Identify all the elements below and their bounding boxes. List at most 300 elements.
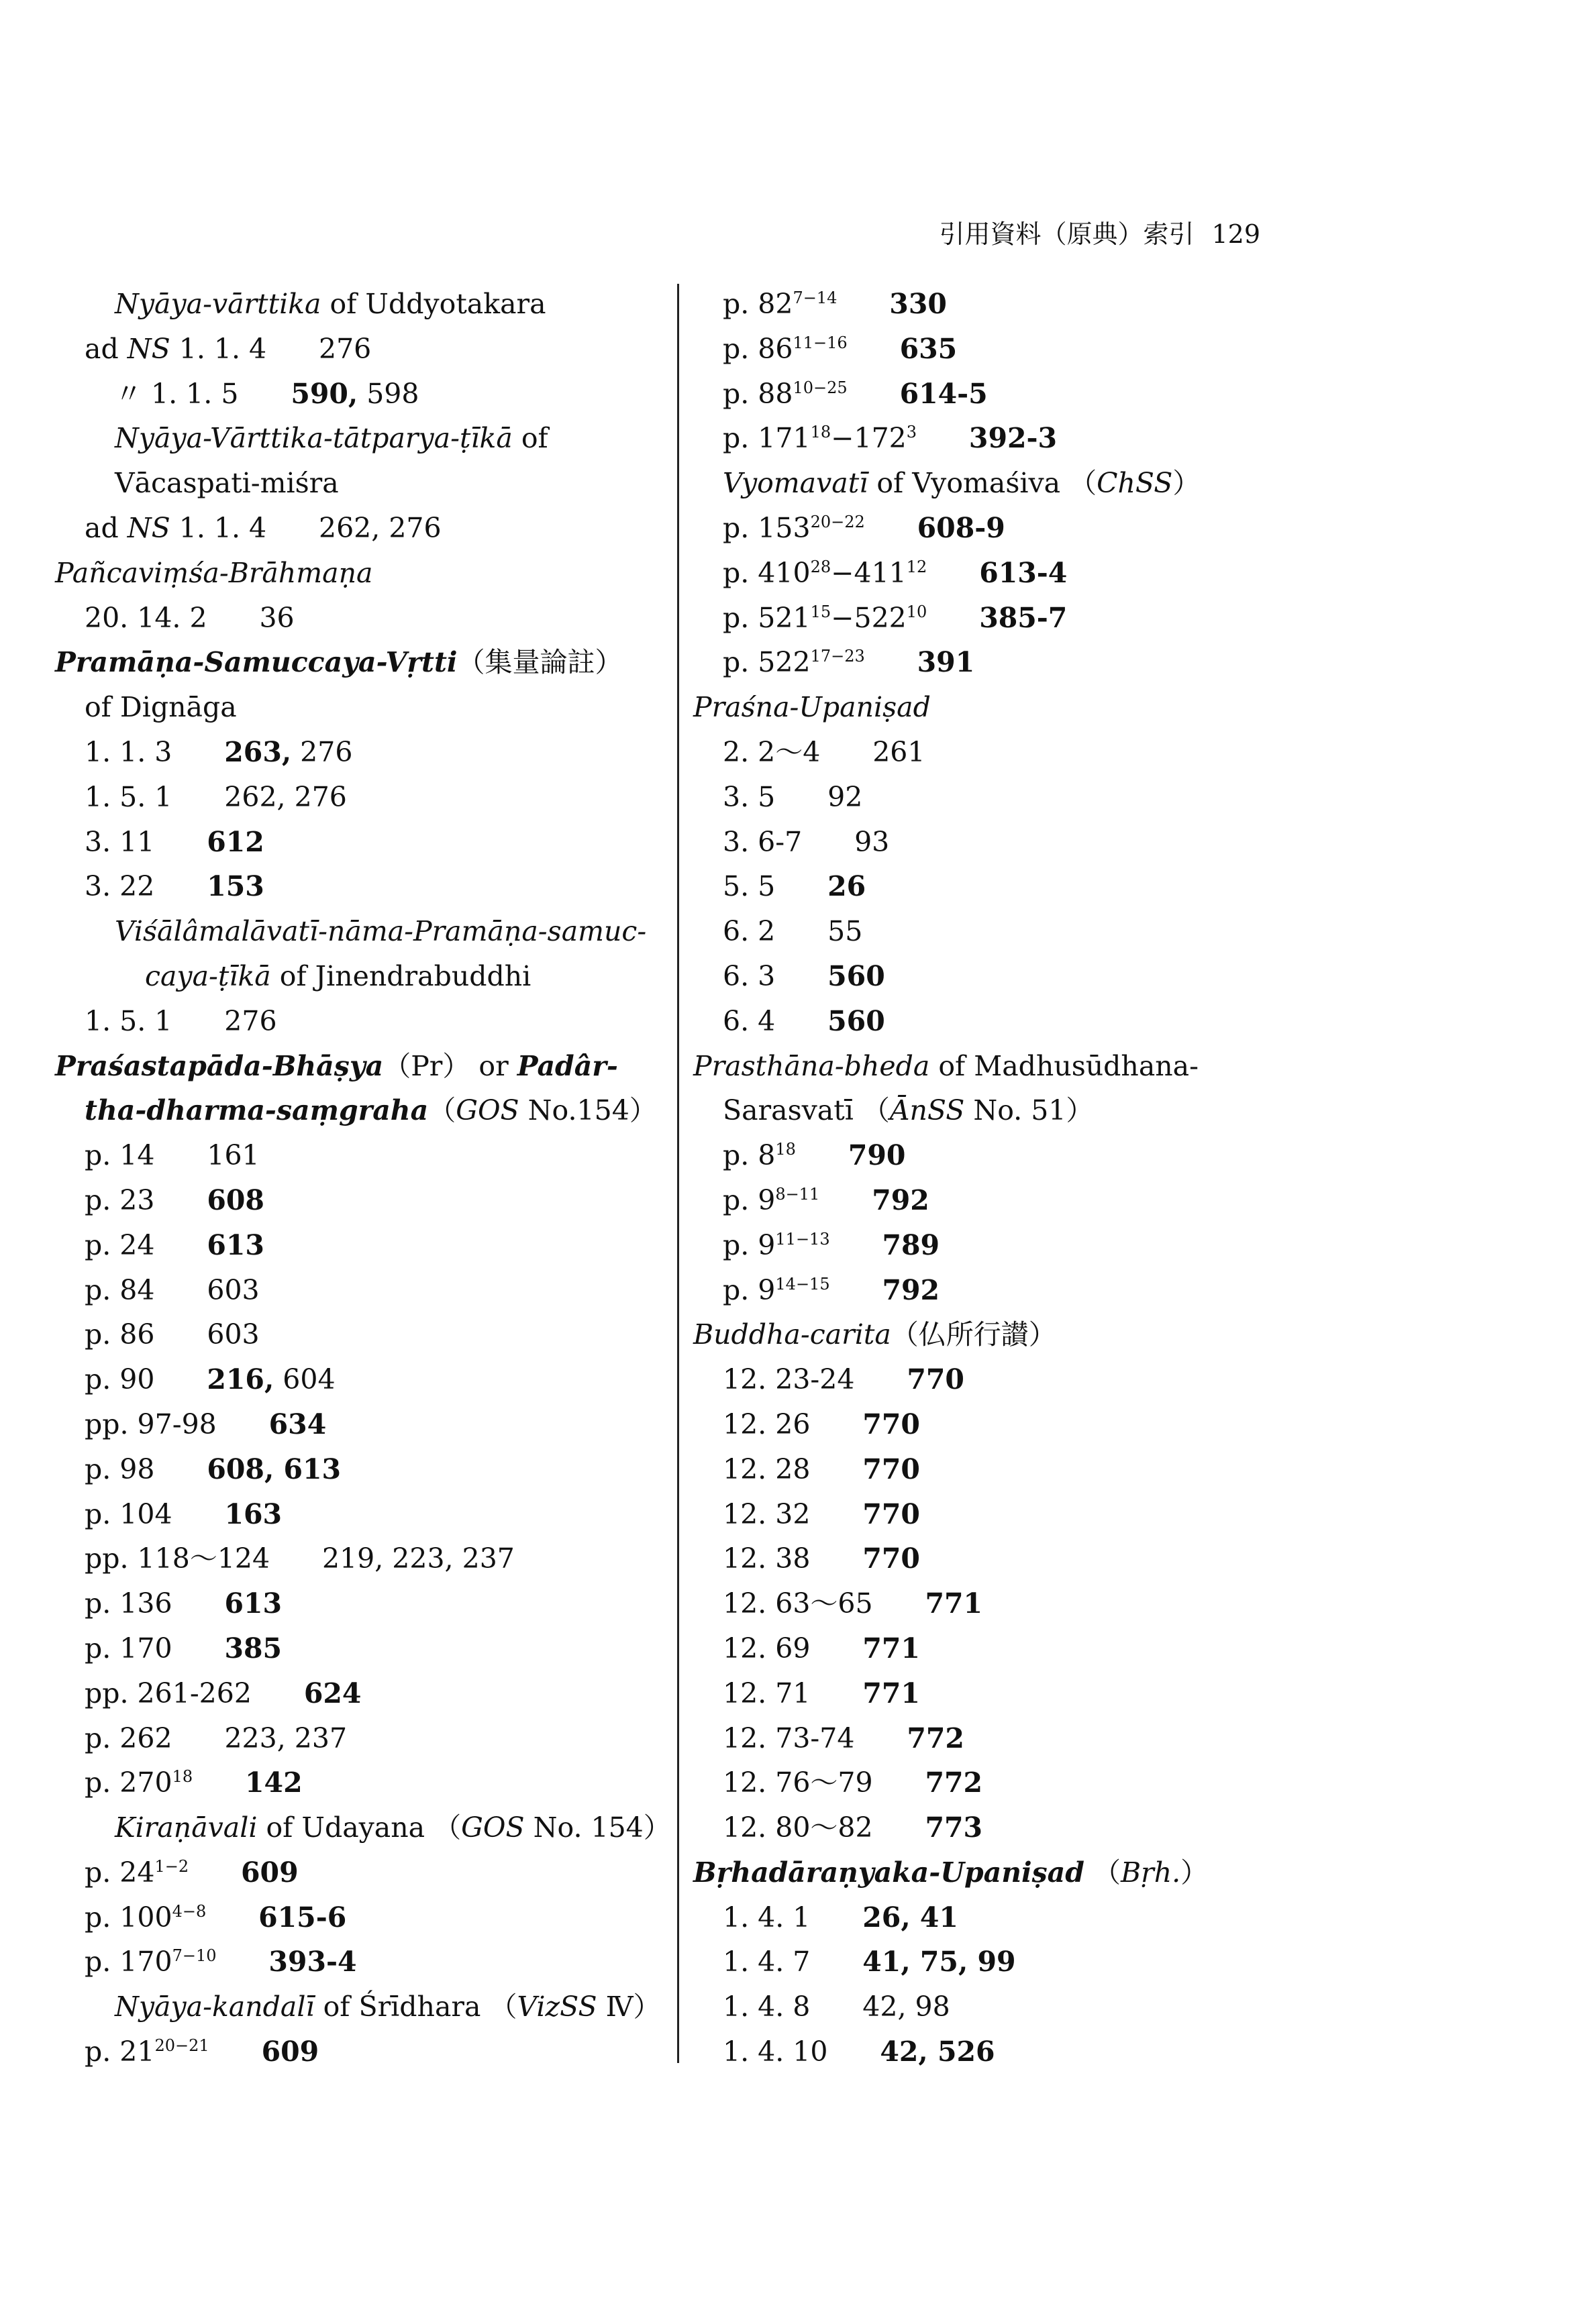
page-number-ref: 161: [207, 1139, 260, 1172]
index-heading: [55, 461, 666, 506]
entry-reference: [723, 1094, 1093, 1126]
page-references: [207, 826, 264, 858]
entry-reference: [85, 1229, 154, 1261]
reference-text: 12. 26: [723, 1408, 811, 1440]
page-number-ref: 613: [224, 1587, 283, 1620]
reference-text: Nyāya-kandalī: [115, 1991, 315, 2023]
reference-text: GOS: [456, 1094, 519, 1127]
entry-reference: [723, 1363, 854, 1395]
page-number-ref: 330: [889, 288, 947, 320]
page-number-ref: 385: [224, 1632, 283, 1665]
reference-text: 1. 5. 1: [85, 1004, 172, 1037]
page-references: [827, 1005, 885, 1037]
entry-reference: [723, 2036, 827, 2068]
reference-text: of: [512, 422, 548, 455]
index-heading: [55, 1088, 666, 1133]
entry-reference: [85, 602, 207, 634]
index-entry: [55, 775, 666, 820]
reference-text: 12. 76〜79: [723, 1766, 873, 1799]
index-heading: [55, 954, 666, 999]
page-number-ref: 624: [303, 1677, 362, 1709]
index-entry: [693, 282, 1297, 327]
reference-text: of Udayana （: [257, 1811, 462, 1844]
line-range-superscript: 28: [810, 557, 831, 576]
entry-reference: [85, 1946, 217, 1978]
reference-text: pp. 118〜124: [85, 1542, 270, 1575]
entry-reference: [85, 1632, 172, 1665]
entry-reference: [55, 557, 372, 589]
index-entry: [693, 2029, 1297, 2074]
reference-text: 1. 5. 1: [85, 780, 172, 813]
reference-text: of Śrīdhara （: [314, 1991, 517, 2023]
reference-text: ChSS: [1097, 467, 1173, 500]
entry-reference: [723, 1722, 854, 1754]
reference-text: 3. 22: [85, 870, 155, 903]
reference-text: −411: [831, 556, 907, 589]
page-references: [207, 1318, 259, 1351]
reference-text: Ⅳ）: [597, 1991, 661, 2023]
reference-text: pp. 261-262: [85, 1677, 252, 1709]
entry-reference: [723, 1005, 775, 1037]
entry-reference: [85, 1318, 154, 1351]
page-references: [925, 1766, 982, 1799]
entry-reference: [55, 646, 623, 678]
page-number-ref: 262, 276: [224, 780, 347, 813]
line-range-superscript: 17−23: [810, 647, 865, 666]
entry-reference: [115, 1991, 661, 2023]
reference-text: Prasthāna-bheda: [693, 1049, 930, 1082]
entry-reference: [723, 826, 802, 858]
page-references: [827, 960, 885, 992]
running-header: [939, 213, 1260, 250]
index-heading: [693, 685, 1297, 730]
entry-reference: [85, 736, 172, 768]
index-entry: [693, 1492, 1297, 1537]
reference-text: Bṛhadāraṇyaka-Upaniṣad: [693, 1856, 1084, 1889]
page-references: [925, 1811, 982, 1844]
page-references: [319, 333, 371, 365]
page-number-ref: 614-5: [899, 377, 988, 410]
index-entry: [693, 1357, 1297, 1402]
index-entry: [55, 999, 666, 1044]
index-heading: [693, 461, 1297, 506]
reference-text: Vyomavatī: [723, 467, 868, 500]
page-references: [207, 1453, 341, 1485]
page-references: [872, 736, 925, 768]
page-number-ref: 276: [291, 735, 353, 768]
entry-reference: [723, 602, 927, 634]
reference-text: （: [1084, 1856, 1121, 1889]
entry-reference: [55, 1050, 618, 1082]
index-entry: [55, 864, 666, 909]
page-number-ref: 142: [245, 1766, 303, 1799]
reference-text: （Pr） or: [383, 1049, 517, 1082]
line-range-superscript: 14−15: [775, 1274, 830, 1293]
index-entry: [693, 820, 1297, 865]
index-column-right: [693, 282, 1297, 2074]
entry-reference: [115, 1811, 671, 1844]
line-range-superscript: 7−10: [172, 1946, 217, 1966]
page-references: [207, 1363, 335, 1395]
page-references: [862, 1498, 920, 1530]
page-number-ref: 771: [862, 1632, 920, 1665]
entry-reference: [85, 1722, 172, 1754]
reference-text: ）: [1172, 467, 1201, 500]
page-references: [907, 1722, 964, 1754]
page-references: [862, 1991, 950, 2023]
page-number-ref: 590,: [291, 377, 358, 410]
page-references: [969, 422, 1057, 454]
reference-text: p. 88: [723, 377, 793, 410]
index-entry: [55, 730, 666, 775]
entry-reference: [85, 512, 266, 544]
index-entry: [55, 1268, 666, 1313]
entry-reference: [723, 1632, 810, 1665]
entry-reference: [693, 691, 931, 723]
header-title: 引用資料（原典）索引: [939, 219, 1195, 249]
page-references: [207, 1229, 264, 1261]
line-range-superscript: 10: [906, 602, 927, 621]
entry-reference: [723, 1184, 819, 1216]
page-number-ref: 276: [224, 1004, 277, 1037]
entry-reference: [723, 467, 1200, 499]
reference-text: −522: [831, 601, 907, 634]
reference-text: p. 100: [85, 1901, 172, 1934]
page-references: [207, 1139, 259, 1171]
line-range-superscript: 12: [906, 557, 927, 576]
page-number-ref: 771: [862, 1677, 920, 1709]
reference-text: 5. 5: [723, 870, 776, 903]
page-number-ref: 276: [319, 332, 372, 365]
entry-reference: [723, 1587, 873, 1620]
index-entry: [55, 820, 666, 865]
entry-reference: [723, 1946, 810, 1978]
reference-text: −172: [831, 422, 907, 455]
reference-text: p. 9: [723, 1228, 776, 1261]
page-references: [224, 736, 352, 768]
reference-text: Bṛh.: [1120, 1856, 1181, 1889]
page-number-ref: 609: [241, 1856, 299, 1889]
page-number-ref: 392-3: [968, 422, 1058, 455]
entry-reference: [85, 1587, 172, 1620]
reference-text: Buddha-carita: [693, 1318, 891, 1351]
index-heading: [693, 1044, 1297, 1089]
reference-text: p. 410: [723, 556, 811, 589]
page-number-ref: 263,: [224, 735, 292, 768]
reference-text: p. 104: [85, 1497, 172, 1530]
page-number-ref: 792: [882, 1273, 940, 1306]
entry-reference: [85, 1363, 154, 1395]
page-number-ref: 608: [207, 1183, 264, 1216]
page-references: [862, 1632, 920, 1665]
reference-text: p. 153: [723, 511, 811, 544]
entry-reference: [723, 1274, 830, 1306]
index-entry: [55, 1671, 666, 1716]
page-references: [917, 646, 975, 678]
reference-text: ad: [85, 332, 128, 365]
page-references: [207, 1184, 264, 1216]
entry-reference: [723, 1766, 873, 1799]
reference-text: p. 171: [723, 422, 811, 455]
reference-text: Sarasvatī （: [723, 1094, 890, 1127]
index-entry: [693, 1178, 1297, 1223]
page-number-ref: 770: [862, 1542, 920, 1575]
entry-reference: [85, 1274, 154, 1306]
entry-reference: [723, 422, 917, 454]
index-heading: [693, 1088, 1297, 1133]
entry-reference: [115, 422, 548, 454]
page-number-ref: 153: [207, 870, 264, 903]
entry-reference: [693, 1318, 1056, 1351]
entry-reference: [85, 1453, 154, 1485]
reference-text: Nyāya-vārttika: [115, 288, 321, 320]
line-range-superscript: 18: [775, 1140, 796, 1159]
index-entry: [693, 372, 1297, 417]
index-heading: [693, 1850, 1297, 1895]
index-entry: [693, 1581, 1297, 1626]
page-references: [827, 781, 862, 813]
index-entry: [55, 1850, 666, 1895]
entry-reference: [723, 736, 820, 768]
page-references: [291, 378, 419, 410]
page-references: [258, 1901, 346, 1934]
index-heading: [55, 416, 666, 461]
reference-text: 2. 2〜4: [723, 735, 821, 768]
reference-text: 3. 6-7: [723, 825, 803, 858]
index-entry: [55, 372, 666, 417]
index-entry: [693, 1805, 1297, 1850]
page-references: [224, 1722, 347, 1754]
index-entry: [693, 640, 1297, 685]
reference-text: Viśālâmalāvatī-nāma-Pramāṇa-samuc-: [115, 915, 647, 948]
reference-text: of Uddyotakara: [321, 288, 546, 320]
index-entry: [55, 506, 666, 551]
reference-text: Kiraṇāvali: [115, 1811, 258, 1844]
entry-reference: [723, 870, 775, 902]
reference-text: p. 24: [85, 1856, 155, 1889]
index-column-left: [55, 282, 671, 2074]
page-references: [241, 1856, 299, 1889]
reference-text: 3. 11: [85, 825, 155, 858]
page-references: [882, 1274, 940, 1306]
page-number-ref: 609: [261, 2036, 319, 2068]
page-number-ref: 608, 613: [207, 1452, 342, 1485]
index-entry: [693, 730, 1297, 775]
page-number-ref: 92: [827, 780, 863, 813]
index-entry: [693, 1940, 1297, 1985]
index-entry: [693, 327, 1297, 372]
page-number-ref: 163: [224, 1497, 283, 1530]
index-heading: [55, 551, 666, 596]
entry-reference: [85, 1901, 206, 1934]
reference-text: 20. 14. 2: [85, 601, 207, 634]
page-number: 129: [1211, 219, 1260, 249]
page-number-ref: 604: [274, 1363, 336, 1396]
index-entry: [55, 1223, 666, 1268]
page-references: [304, 1677, 362, 1709]
reference-text: （仏所行讃）: [891, 1318, 1056, 1351]
entry-reference: [723, 1991, 810, 2023]
entry-reference: [85, 1677, 252, 1709]
page-references: [224, 1587, 282, 1620]
page-references: [854, 826, 889, 858]
index-entry: [55, 1312, 666, 1357]
reference-text: p. 23: [85, 1183, 155, 1216]
page-number-ref: 42, 98: [862, 1991, 950, 2023]
reference-text: Pañcaviṃśa-Brāhmaṇa: [55, 556, 373, 589]
reference-text: 6. 3: [723, 959, 776, 992]
line-range-superscript: 18: [172, 1767, 193, 1787]
entry-reference: [85, 2036, 209, 2068]
reference-text: （集量論註）: [457, 646, 623, 679]
page-references: [907, 1363, 964, 1395]
page-number-ref: 385-7: [979, 601, 1068, 634]
index-entry: [693, 1760, 1297, 1805]
index-entry: [693, 999, 1297, 1044]
entry-reference: [85, 333, 266, 365]
reference-text: p. 84: [85, 1273, 155, 1306]
reference-text: 3. 5: [723, 780, 776, 813]
reference-text: GOS: [461, 1811, 525, 1844]
reference-text: Nyāya-Vārttika-tātparya-ṭīkā: [115, 422, 513, 455]
entry-reference: [85, 1856, 189, 1889]
entry-reference: [723, 512, 865, 544]
reference-text: Praśna-Upaniṣad: [693, 691, 931, 724]
page-number-ref: 26: [827, 870, 866, 903]
reference-text: p. 262: [85, 1722, 172, 1754]
page-references: [900, 333, 958, 365]
entry-reference: [723, 1408, 810, 1440]
reference-text: p. 270: [85, 1766, 172, 1799]
entry-reference: [115, 378, 238, 410]
page-references: [224, 1632, 282, 1665]
index-entry: [55, 1178, 666, 1223]
index-entry: [55, 596, 666, 641]
page-number-ref: 391: [917, 646, 975, 679]
index-entry: [55, 1895, 666, 1940]
page-number-ref: 603: [207, 1273, 260, 1306]
page-number-ref: 613-4: [979, 556, 1068, 589]
entry-reference: [723, 960, 775, 992]
index-heading: [693, 1312, 1297, 1357]
entry-reference: [85, 870, 154, 902]
reference-text: NS: [127, 511, 170, 544]
reference-text: 12. 73-74: [723, 1722, 855, 1754]
page-references: [262, 2036, 319, 2068]
page-references: [224, 781, 347, 813]
page-number-ref: 219, 223, 237: [321, 1542, 515, 1575]
page-references: [827, 870, 866, 902]
index-heading: [55, 640, 666, 685]
reference-text: No. 51）: [964, 1094, 1094, 1127]
page-references: [872, 1184, 929, 1216]
page-number-ref: 612: [207, 825, 264, 858]
page-number-ref: 771: [925, 1587, 983, 1620]
reference-text: p. 9: [723, 1183, 776, 1216]
entry-reference: [693, 1856, 1208, 1889]
entry-reference: [115, 467, 339, 499]
reference-text: p. 522: [723, 646, 811, 679]
reference-text: VizSS: [517, 1991, 597, 2023]
entry-reference: [723, 333, 848, 365]
page-number-ref: 223, 237: [224, 1722, 348, 1754]
entry-reference: [145, 960, 531, 992]
page-references: [889, 288, 947, 320]
reference-text: p. 24: [85, 1228, 155, 1261]
page-references: [862, 1453, 920, 1485]
reference-text: 1. 1. 4: [170, 511, 267, 544]
reference-text: p. 170: [85, 1946, 172, 1978]
index-entry: [693, 954, 1297, 999]
page-number-ref: 36: [259, 601, 295, 634]
reference-text: 1. 1. 4: [170, 332, 267, 365]
index-entry: [693, 1626, 1297, 1671]
page-references: [319, 512, 442, 544]
reference-text: NS: [127, 332, 170, 365]
page-number-ref: 634: [268, 1408, 327, 1440]
index-entry: [55, 1760, 666, 1805]
entry-reference: [723, 1677, 810, 1709]
index-entry: [55, 1447, 666, 1492]
page-references: [917, 512, 1005, 544]
reference-text: 6. 2: [723, 915, 776, 948]
entry-reference: [85, 1139, 154, 1171]
line-range-superscript: 1−2: [154, 1856, 189, 1876]
entry-reference: [723, 915, 775, 947]
page-number-ref: 560: [827, 1004, 885, 1037]
reference-text: pp. 97-98: [85, 1408, 217, 1440]
page-references: [207, 1274, 259, 1306]
page-number-ref: 770: [907, 1363, 964, 1396]
page-number-ref: 55: [827, 915, 863, 948]
page-number-ref: 773: [925, 1811, 983, 1844]
reference-text: 12. 80〜82: [723, 1811, 873, 1844]
index-entry: [693, 506, 1297, 551]
reference-text: 12. 32: [723, 1497, 811, 1530]
line-range-superscript: 18: [810, 423, 831, 442]
index-heading: [55, 1805, 671, 1850]
index-entry: [693, 1895, 1297, 1940]
index-entry: [693, 775, 1297, 820]
page-references: [269, 1408, 327, 1440]
index-entry: [693, 1716, 1297, 1761]
entry-reference: [85, 1005, 172, 1037]
page-number-ref: 792: [872, 1183, 929, 1216]
reference-text: 〃 1. 1. 5: [115, 377, 239, 410]
entry-reference: [723, 1453, 810, 1485]
index-entry: [55, 1357, 666, 1402]
index-entry: [55, 1581, 666, 1626]
index-entry: [55, 1133, 666, 1178]
reference-text: of Madhusūdhana-: [929, 1049, 1199, 1082]
reference-text: p. 9: [723, 1273, 776, 1306]
index-entry: [693, 1223, 1297, 1268]
index-entry: [55, 1716, 666, 1761]
reference-text: No.154）: [519, 1094, 657, 1127]
reference-text: ĀnSS: [889, 1094, 965, 1127]
line-range-superscript: 20−22: [810, 512, 865, 531]
line-range-superscript: 11−13: [775, 1229, 830, 1249]
index-heading: [55, 685, 666, 730]
line-range-superscript: 7−14: [793, 288, 838, 307]
page-references: [848, 1139, 906, 1171]
entry-reference: [85, 691, 237, 723]
page-references: [862, 1946, 1015, 1978]
page-number-ref: 772: [907, 1722, 964, 1754]
index-entry: [693, 1133, 1297, 1178]
page-number-ref: 393-4: [268, 1946, 357, 1978]
page-references: [925, 1587, 982, 1620]
